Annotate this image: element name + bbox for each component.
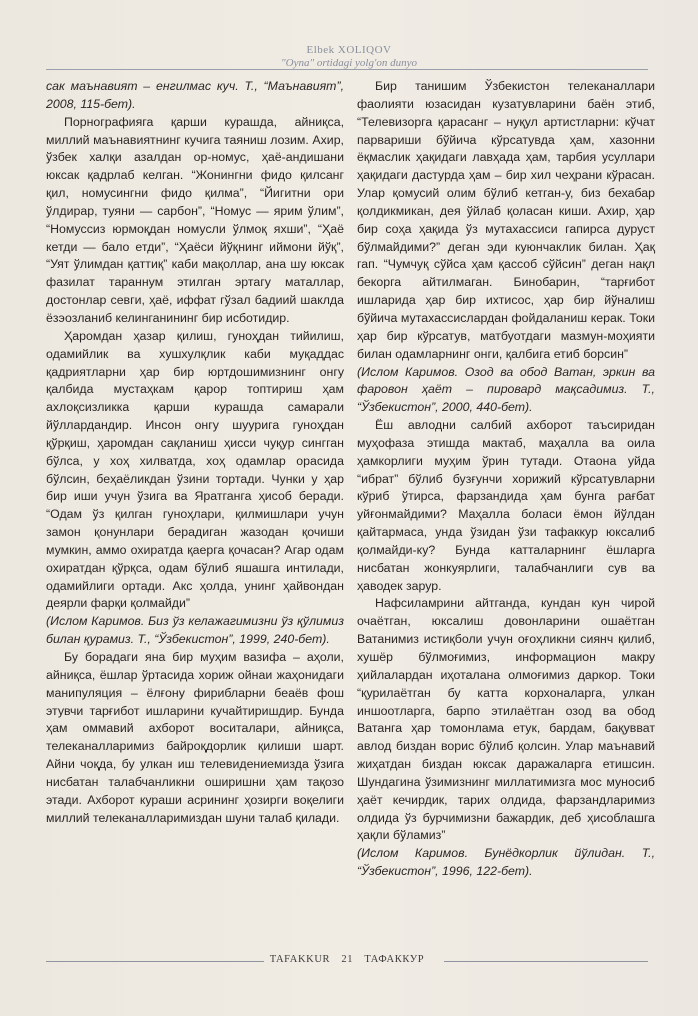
citation: (Ислом Каримов. Озод ва обод Ватан, эркин ва фаровон ҳаёт – пировард мақсадимиз. Т., “Ўзбекистон”, 2000, 440-бет). (357, 364, 655, 415)
citation: (Ислом Каримов. Бунёдкорлик йўлидан. Т., “Ўзбекистон”, 1996, 122-бет). (357, 846, 655, 879)
footer-journal-latin: TAFAKKUR (269, 954, 331, 965)
running-header (0, 44, 698, 70)
header-book-title: "Oyna" ortidagi yolg'on dunyo (281, 57, 417, 69)
paragraph: Порнографияга қарши курашда, айниқса, миллий маънавиятнинг кучига таяниш лозим. Ахир, ўзбек халқи азалдан ор-номус, ҳаё-андишани юксак қадрлаб келган. “Жонингни фидо қилсанг қил, номусингни фидо қилма”, “Йигитни ори ўлдирар, туяни — сарбон”, “Номус — ярим ўлим”, “Номуссиз юрмоқдан номусли ўлмоқ яхши”, “Ҳаё кетди — бало етди”, “Ҳаёси йўқнинг иймони йўқ”, “Уят ўлимдан қаттиқ” каби мақоллар, ана шу юксак фазилат тараннум этилган эртагу маталлар, достонлар севги, ҳаё, иффат гўзал бадиий шаклда ёзэозланиб келинганининг бир исботидир. (46, 114, 344, 325)
citation: (Ислом Каримов. Биз ўз келажагимизни ўз қўлимиз билан қурамиз. Т., “Ўзбекистон”, 1999, 240-бет). (46, 614, 344, 647)
left-column (46, 78, 344, 827)
paragraph: Бу борадаги яна бир муҳим вазифа – аҳоли, айниқса, ёшлар ўртасида хориж ойнаи жаҳонидаги манипуляция – ёлғону фирибларни беаёв фош этувчи тарғибот ишларини кучайтиришдир. Бунда ҳам оммавий ахборот воситалари, айниқса, телеканалларимиз байроқдорлик қилиши шарт. Айни чоқда, бу улкан иш телевидениемизда ўзига нисбатан талабчанликни оширишни ҳам тақозо этади. Ахборот кураши асрининг ҳозирги воқелиги миллий телеканалларимиздан шуни талаб қилади. (46, 650, 344, 825)
footer-journal-cyrillic: ТАФАККУР (364, 954, 425, 965)
page-number: 21 (341, 954, 354, 965)
header-rule (46, 69, 648, 70)
footer-label (46, 954, 648, 965)
page-footer (46, 954, 648, 968)
header-author: Elbek XOLIQOV (306, 44, 392, 56)
citation-continued: сак маънавият – енгилмас куч. Т., “Маънавият”, 2008, 115-бет). (46, 79, 344, 111)
paragraph: Нафсиламрини айтганда, кундан кун чирой очаётган, юксалиш довонларини ошаётган Ватанимиз истиқболи учун оғоҳликни сиянч қилиб, хушёр бўлмоғимиз, информацион макру ҳийлалардан иҳоталана олмоғимиз даркор. Токи “қурилаётган бу катта корхоналарга, улкан иншоотларга, барпо этилаётган озод ва обод Ватанга ҳар томонлама етук, бардам, бақувват авлод биздан ворис бўлиб қолсин. Улар маънавий жиҳатдан биздан юксак даражаларга етишсин. Шундагина ўзимизнинг миллатимизга мос муносиб ҳаёт кечирдик, тарих олдида, фарзандларимиз олдида ўз бурчимизни бажардик, деб ҳисоблашга ҳақли бўламиз” (357, 596, 655, 843)
paragraph: Ҳаромдан ҳазар қилиш, гуноҳдан тийилиш, одамийлик ва хушхулқлик каби муқаддас қадриятларни ҳар бир юртдошимизнинг онгу қалбида мустаҳкам қарор топтириш ҳам ахлоқсизликка қарши курашда самарали йўллардандир. Инсон онгу шуурига гуноҳдан қўрқиш, ҳаромдан сақланиш ҳисси чуқур сингган бўлса, у хоҳ хилватда, хоҳ одамлар орасида бўлсин, беҳаёликдан ўзини тортади. Чунки у ҳар бир иши учун ўзига ва Яратганга ҳисоб беради. “Одам ўз қилган гуноҳлари, қилмишлари учун замон қонунлари берадиган жазодан қочиши мумкин, аммо охиратда қаерга қочасан? Агар одам охиратдан қўрқса, одам бўлиб яшашга интилади, одамийлиги ортади. Акс ҳолда, унинг ҳайвондан деярли фарқи қолмайди” (46, 328, 344, 611)
paragraph: Бир танишим Ўзбекистон телеканаллари фаолияти юзасидан кузатувларини баён этиб, “Телевизорга қарасанг – нуқул артистларни: кўчат парвариши бўйича кўрсатувда ҳам, хазонни ёқмаслик ҳақидаги лавҳада ҳам, тарбия усуллари ҳақидаги дастурда ҳам – бир хил чеҳрани кўрасан. Улар қомусий олим бўлиб кетган-у, биз бехабар қолдикмикан, дея ўйлаб қоласан киши. Ахир, ҳар бир соҳа ҳақида ўз мутахассиси гапирса дуруст бўлмайдими?” деган эди куюнчаклик билан. Ҳақ гап. “Чумчуқ сўйса ҳам қассоб сўйсин” деган нақл бекорга айтилмаган. Бинобарин, “тарғибот ишларида ҳар бир ихтисос, ҳар бир йўналиш бўйича мутахассислардан фойдаланиш керак. Токи ҳар бир кўрсатув, матбуотдаги мазмун-моҳияти билан одамларнинг онги, қалбига етиб борсин” (357, 79, 655, 361)
paragraph: Ёш авлодни салбий ахборот таъсиридан муҳофаза этишда мактаб, маҳалла ва оила ҳамкорлиги муҳим ўрин тутади. Отаона уйда “ибрат” бўлиб бузғунчи хорижий кўрсатувларни кўриб ўтирса, фарзандида ҳам бунга рағбат уйғонмайдими? Маҳалла боласи ёмон йўлдан қайтармаса, унда ўзидан ўзи тафаккур юксалиб қолмайди-ку? Бунда катталарнинг ёшларга нисбатан жонкуярлиги, талабчанлиги сув ва ҳаводек зарур. (357, 418, 655, 593)
right-column (357, 78, 655, 881)
